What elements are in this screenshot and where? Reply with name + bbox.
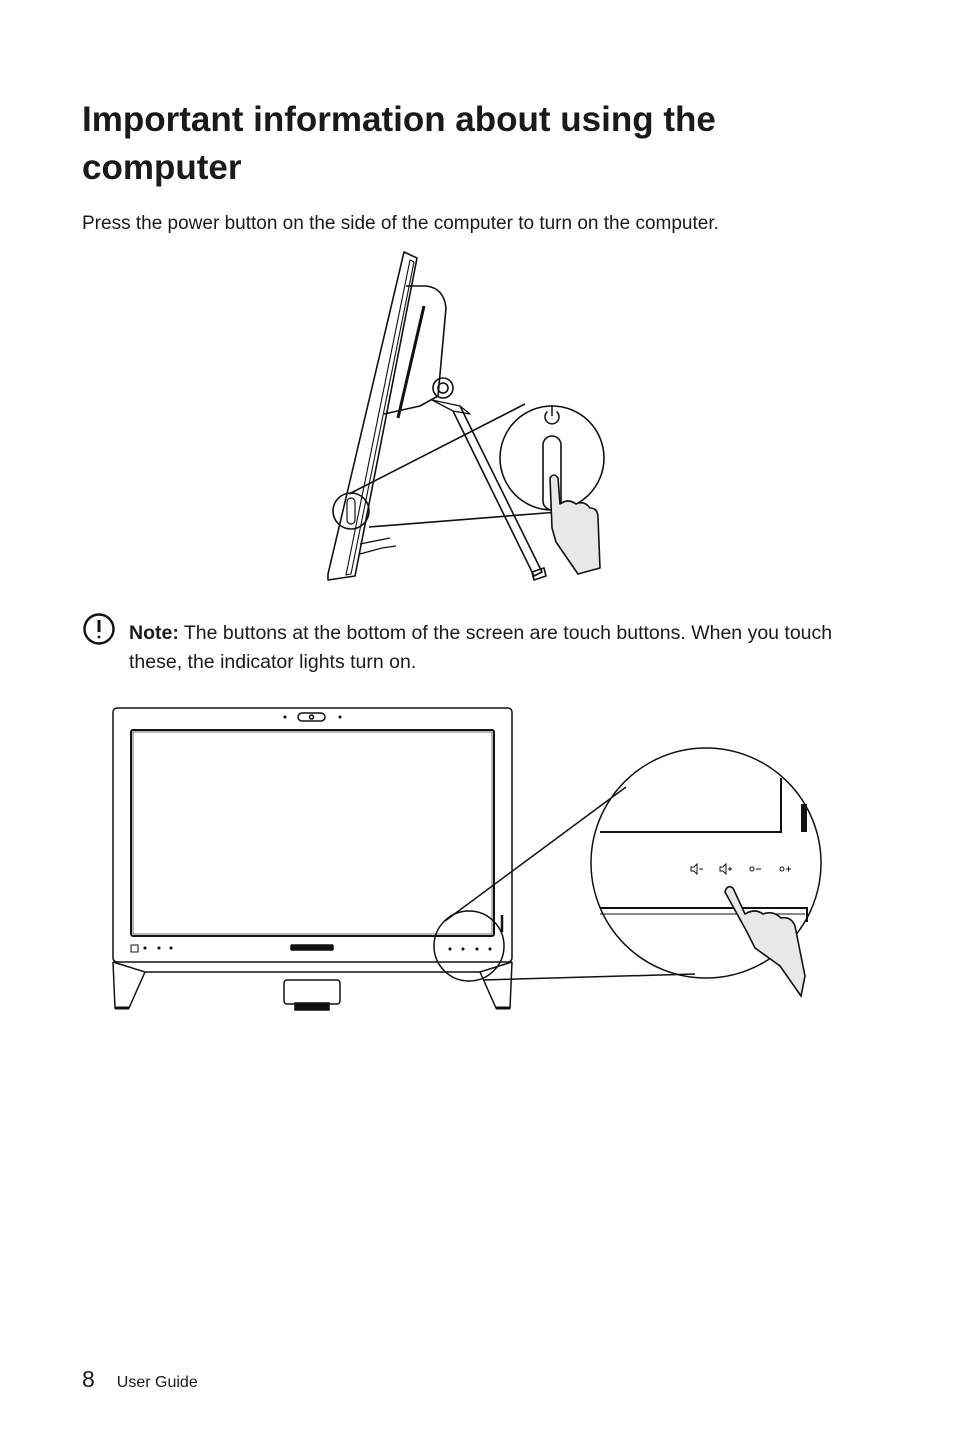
- monitor-side-panel: [328, 252, 446, 580]
- monitor-front: [113, 708, 512, 962]
- note-body: The buttons at the bottom of the screen are touch buttons. When you touch these, the indicator lights turn on.: [129, 622, 833, 673]
- volume-down-icon: [691, 864, 703, 874]
- lenovo-logo: [291, 945, 333, 950]
- finger-hand-icon: [725, 887, 805, 996]
- brightness-down-icon: [750, 867, 761, 871]
- exclamation-circle-icon: [82, 612, 116, 646]
- stand-hinge: [432, 378, 470, 414]
- volume-up-icon: [720, 864, 732, 874]
- power-icon: [545, 405, 559, 424]
- document-name: User Guide: [116, 1374, 198, 1391]
- monitor-base: [113, 962, 512, 1010]
- kickstand: [453, 406, 546, 580]
- brightness-up-icon: [780, 867, 791, 872]
- page-number: 8: [82, 1366, 95, 1392]
- note-label: Note:: [129, 622, 179, 644]
- front-view-figure: [105, 700, 830, 1015]
- side-view-figure: [320, 246, 620, 586]
- page-footer: [82, 1366, 198, 1396]
- intro-paragraph: Press the power button on the side of the computer to turn on the computer.: [82, 213, 719, 234]
- note-paragraph: [129, 619, 849, 677]
- page-title: Important information about using the computer: [82, 100, 716, 187]
